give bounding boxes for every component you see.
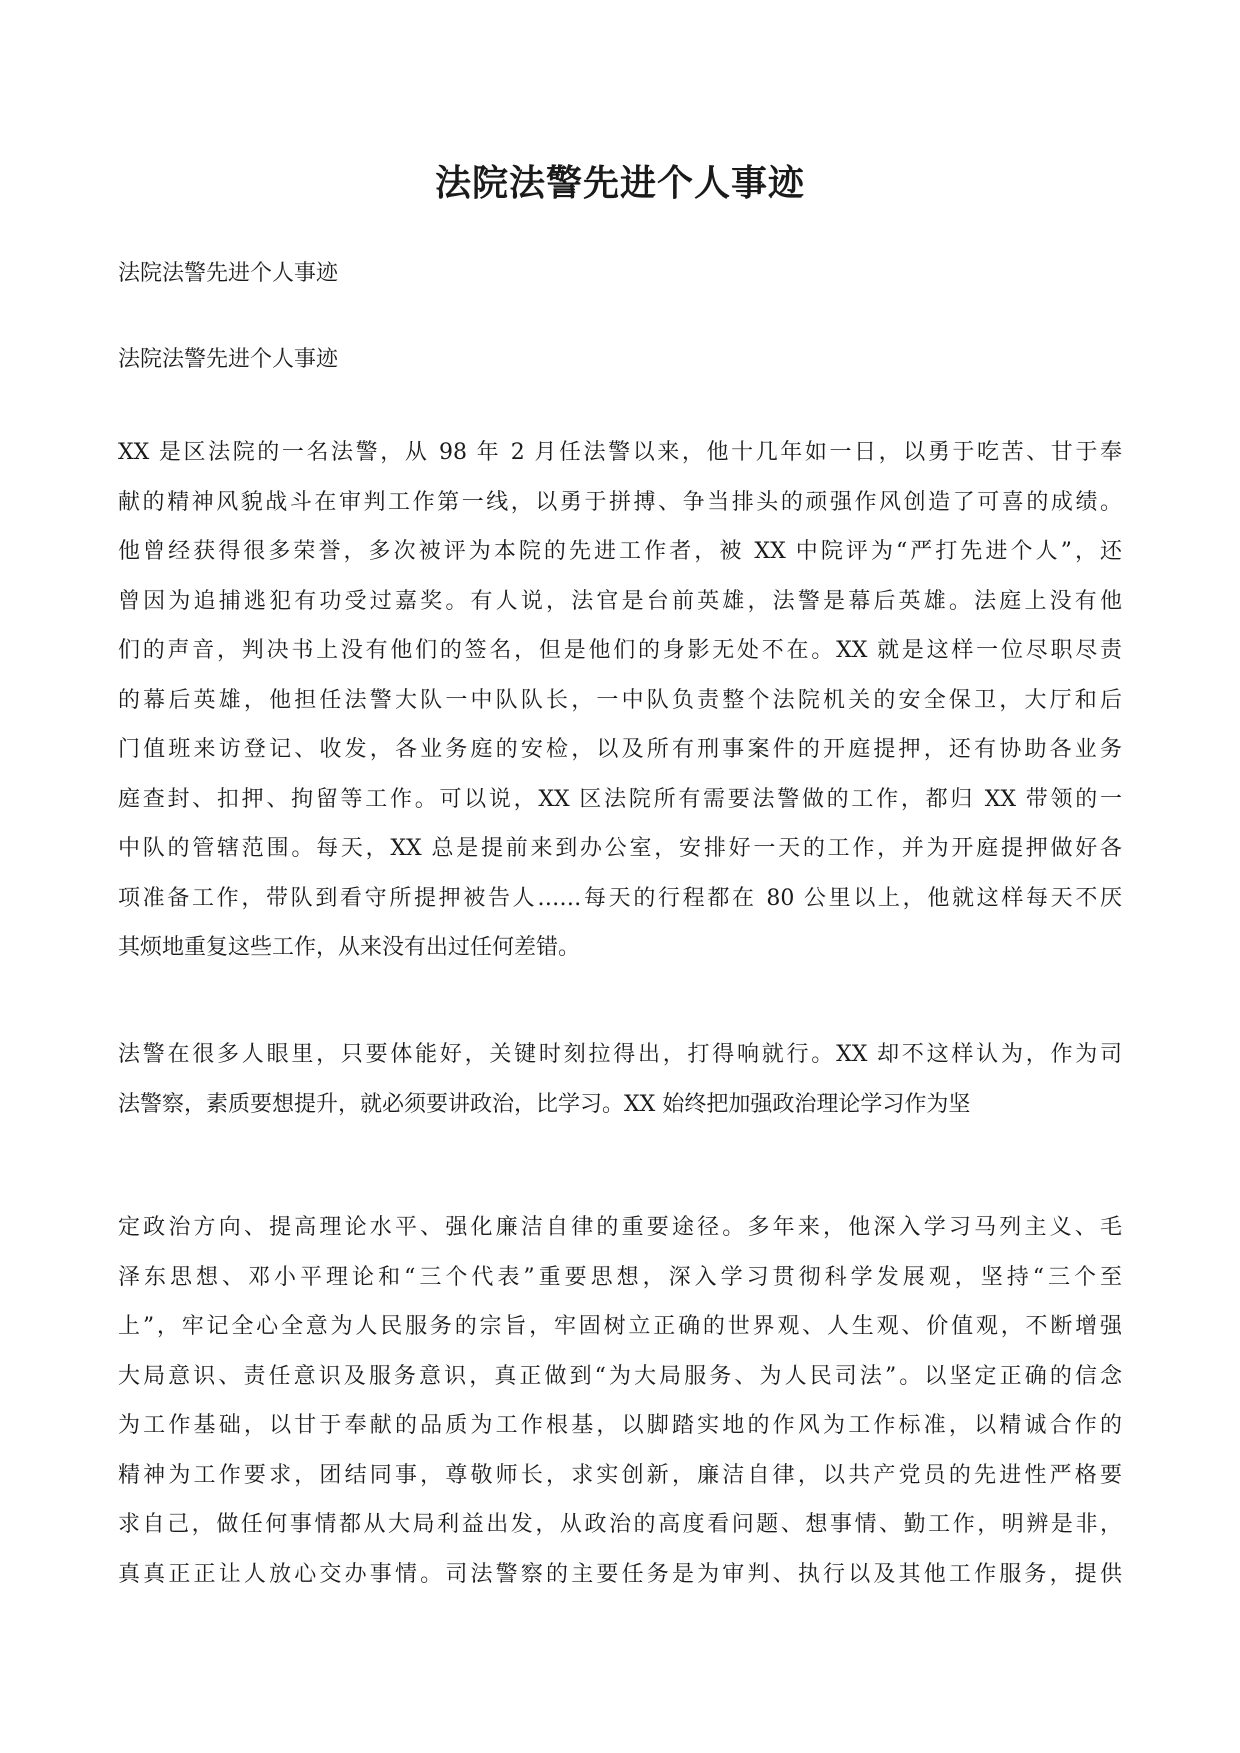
paragraph-line: 曾因为追捕逃犯有功受过嘉奖。有人说，法官是台前英雄，法警是幕后英雄。法庭上没有他 (118, 588, 1122, 614)
paragraph-line: 泽东思想、邓小平理论和“三个代表”重要思想，深入学习贯彻科学发展观，坚持“三个至 (118, 1264, 1122, 1290)
paragraph-line: 他曾经获得很多荣誉，多次被评为本院的先进工作者，被 XX 中院评为“严打先进个人”，还 (118, 539, 1122, 564)
page-title: 法院法警先进个人事迹 (434, 162, 805, 204)
paragraph-1 (118, 428, 1122, 973)
paragraph-2 (118, 1030, 1122, 1129)
paragraph-line: 法警在很多人眼里，只要体能好，关键时刻拉得出，打得响就行。XX 却不这样认为，作为司 (118, 1042, 1122, 1067)
paragraph-line: 真真正正让人放心交办事情。司法警察的主要任务是为审判、执行以及其他工作服务，提供 (118, 1561, 1122, 1587)
paragraph-line: 其烦地重复这些工作，从来没有出过任何差错。 (118, 935, 581, 960)
paragraph-line: 门值班来访登记、收发，各业务庭的安检，以及所有刑事案件的开庭提押，还有协助各业务 (118, 737, 1122, 762)
paragraph-line: 献的精神风貌战斗在审判工作第一线，以勇于拼搏、争当排头的顽强作风创造了可喜的成绩。 (118, 489, 1122, 515)
paragraph-line: 中队的管辖范围。每天，XX 总是提前来到办公室，安排好一天的工作，并为开庭提押做好各 (118, 836, 1122, 861)
paragraph-line: XX 是区法院的一名法警，从 98 年 2 月任法警以来，他十几年如一日，以勇于吃苦、甘于奉 (118, 440, 1122, 465)
paragraph-line: 的幕后英雄，他担任法警大队一中队队长，一中队负责整个法院机关的安全保卫，大厅和后 (118, 687, 1122, 713)
paragraph-line: 庭查封、扣押、拘留等工作。可以说，XX 区法院所有需要法警做的工作，都归 XX 带领的一 (118, 786, 1122, 812)
paragraph-line: 定政治方向、提高理论水平、强化廉洁自律的重要途径。多年来，他深入学习马列主义、毛 (118, 1215, 1122, 1240)
paragraph-line: 项准备工作，带队到看守所提押被告人……每天的行程都在 80 公里以上，他就这样每天不厌 (118, 885, 1122, 911)
paragraph-line: 精神为工作要求，团结同事，尊敬师长，求实创新，廉洁自律，以共产党员的先进性严格要 (118, 1462, 1122, 1488)
subheading-2: 法院法警先进个人事迹 (118, 347, 339, 372)
paragraph-line: 们的声音，判决书上没有他们的签名，但是他们的身影无处不在。XX 就是这样一位尽职尽责 (118, 638, 1122, 663)
paragraph-line: 为工作基础，以甘于奉献的品质为工作根基，以脚踏实地的作风为工作标准，以精诚合作的 (118, 1413, 1122, 1438)
paragraph-line: 上”，牢记全心全意为人民服务的宗旨，牢固树立正确的世界观、人生观、价值观，不断增强 (118, 1314, 1122, 1339)
paragraph-line: 大局意识、责任意识及服务意识，真正做到“为大局服务、为人民司法”。以坚定正确的信念 (118, 1363, 1122, 1389)
paragraph-line: 法警察，素质要想提升，就必须要讲政治，比学习。XX 始终把加强政治理论学习作为坚 (118, 1091, 971, 1117)
paragraph-line: 求自己，做任何事情都从大局利益出发，从政治的高度看问题、想事情、勤工作，明辨是非， (118, 1512, 1122, 1537)
subheading-1: 法院法警先进个人事迹 (118, 261, 339, 286)
paragraph-3 (118, 1203, 1122, 1599)
